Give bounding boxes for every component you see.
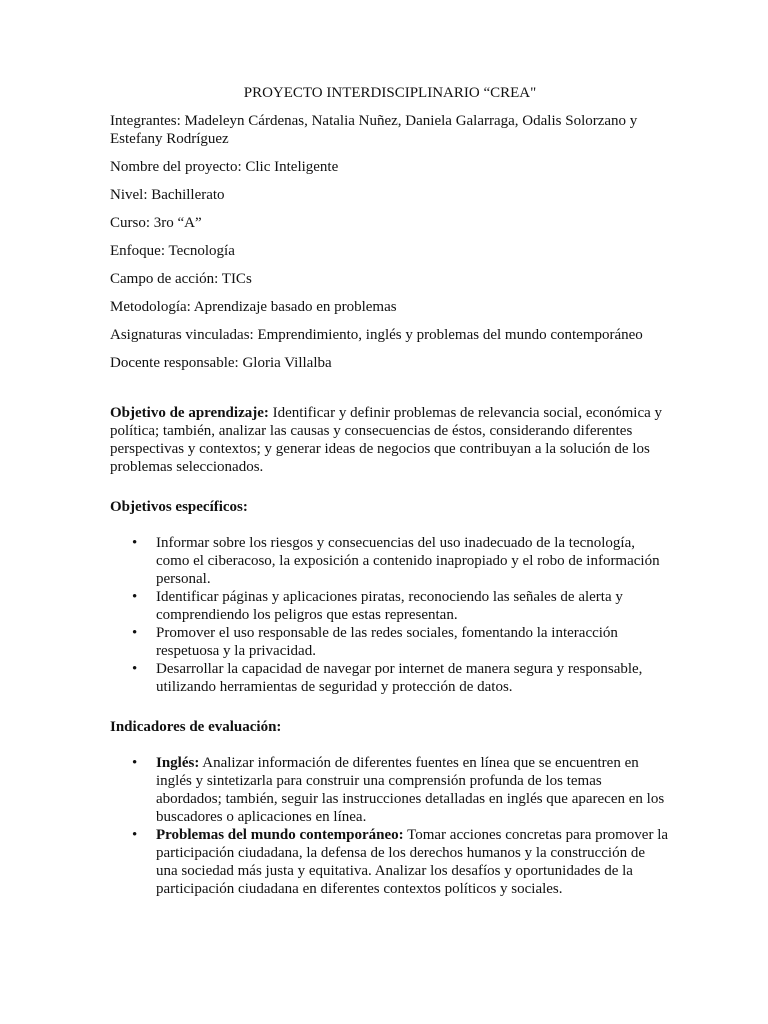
- list-item: [110, 588, 670, 624]
- field-asignaturas: Asignaturas vinculadas: Emprendimiento, inglés y problemas del mundo contemporáneo: [110, 327, 643, 343]
- list-item: [110, 826, 670, 898]
- list-item: [110, 624, 670, 660]
- bullet-icon: •: [132, 535, 138, 551]
- bullet-icon: •: [132, 625, 138, 641]
- learning-objective-label: Objetivo de aprendizaje:: [110, 405, 269, 421]
- indicator-label: Problemas del mundo contemporáneo:: [156, 827, 404, 843]
- list-item: [110, 754, 670, 826]
- evaluation-indicators-list: [110, 754, 670, 898]
- list-item-text: Desarrollar la capacidad de navegar por internet de manera segura y responsable, utilizando herramientas de seguridad y protección de datos.: [156, 661, 643, 695]
- list-item-text: Identificar páginas y aplicaciones piratas, reconociendo las señales de alerta y comprendiendo los peligros que estas representan.: [156, 589, 623, 623]
- indicator-label: Inglés:: [156, 755, 200, 771]
- list-item: [110, 660, 670, 696]
- spacer: [110, 382, 670, 404]
- evaluation-indicators-heading: Indicadores de evaluación:: [110, 719, 282, 735]
- bullet-icon: •: [132, 827, 138, 843]
- field-curso: Curso: 3ro “A”: [110, 215, 202, 231]
- field-nombre-proyecto: Nombre del proyecto: Clic Inteligente: [110, 159, 339, 175]
- bullet-icon: •: [132, 661, 138, 677]
- learning-objective-text: Identificar y definir problemas de relevancia social, económica y política; también, analizar las causas y consecuencias de éstos, considerando diferentes perspectivas y contextos; y generar ideas de negocios que contribuyan a la solución de los problemas seleccionados.: [110, 405, 663, 475]
- document-title: PROYECTO INTERDISCIPLINARIO “CREA": [243, 85, 537, 101]
- field-nivel: Nivel: Bachillerato: [110, 187, 225, 203]
- learning-objective-paragraph: [110, 404, 670, 476]
- specific-objectives-list: [110, 534, 670, 696]
- field-enfoque: Enfoque: Tecnología: [110, 243, 235, 259]
- field-docente: Docente responsable: Gloria Villalba: [110, 355, 332, 371]
- field-metodologia: Metodología: Aprendizaje basado en problemas: [110, 299, 397, 315]
- field-campo-accion: Campo de acción: TICs: [110, 271, 252, 287]
- field-integrantes: Integrantes: Madeleyn Cárdenas, Natalia Nuñez, Daniela Galarraga, Odalis Solorzano y Estefany Rodríguez: [110, 113, 638, 147]
- list-item-text: Informar sobre los riesgos y consecuencias del uso inadecuado de la tecnología, como el ciberacoso, la exposición a contenido inapropiado y el robo de información personal.: [156, 535, 660, 587]
- indicator-text: Analizar información de diferentes fuentes en línea que se encuentren en inglés y sintetizarla para construir una comprensión profunda de los temas abordados; también, seguir las instrucciones detalladas en inglés que aparecen en los buscadores o aplicaciones en línea.: [156, 755, 665, 825]
- bullet-icon: •: [132, 755, 138, 771]
- list-item: [110, 534, 670, 588]
- document-page: [110, 84, 670, 898]
- list-item-text: Promover el uso responsable de las redes sociales, fomentando la interacción respetuosa y la privacidad.: [156, 625, 618, 659]
- indicator-text: Tomar acciones concretas para promover la participación ciudadana, la defensa de los derechos humanos y la construcción de una sociedad más justa y equitativa. Analizar los desafíos y oportunidades de la participación ciudadana en diferentes contextos políticos y sociales.: [156, 827, 669, 897]
- specific-objectives-heading: Objetivos específicos:: [110, 499, 248, 515]
- bullet-icon: •: [132, 589, 138, 605]
